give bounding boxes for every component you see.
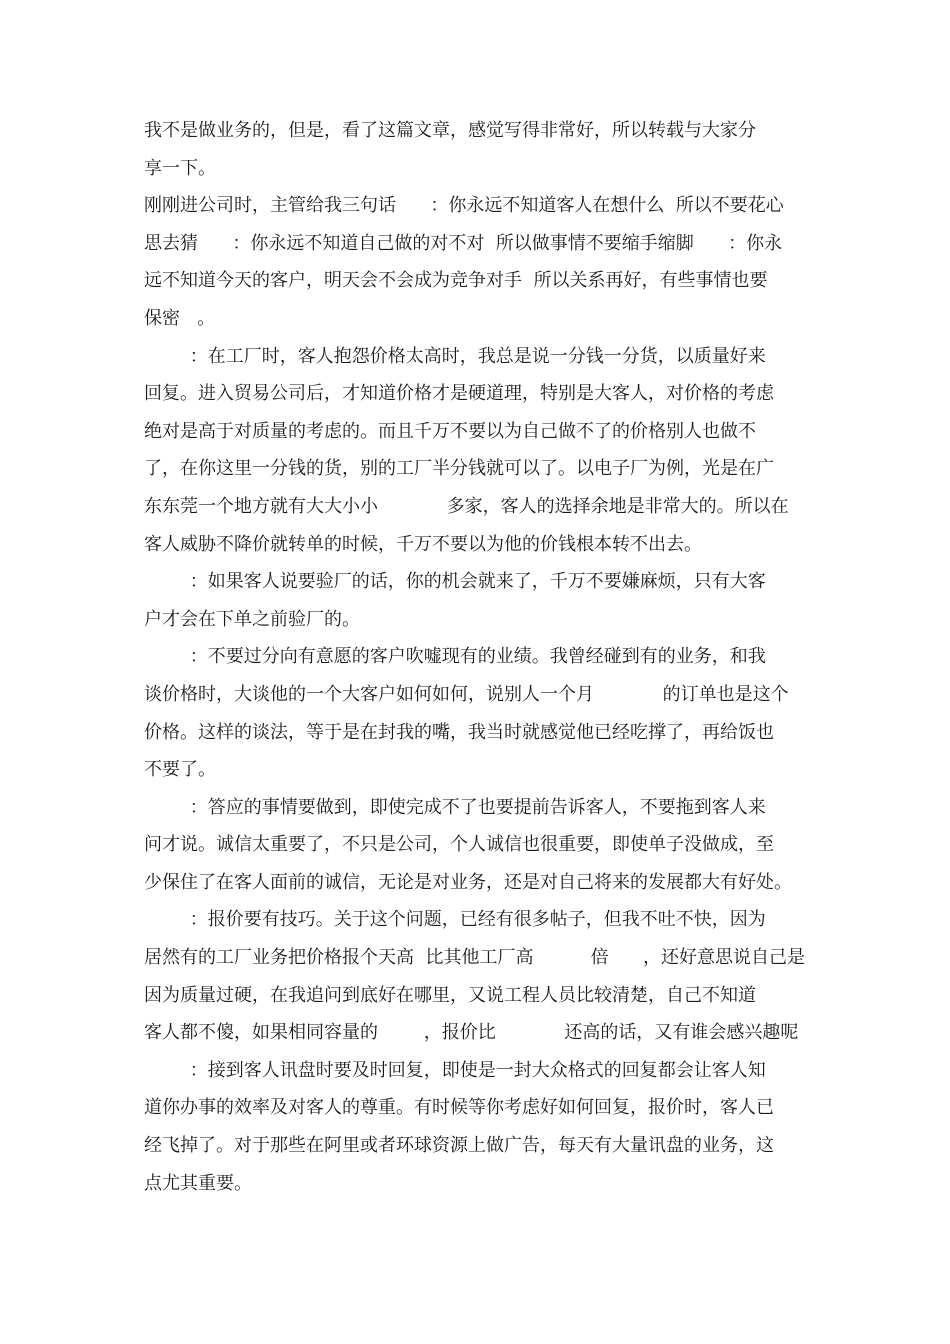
text-line: 保密 。: [144, 307, 216, 329]
text-line: 我不是做业务的，但是，看了这篇文章，感觉写得非常好，所以转载与大家分: [144, 120, 756, 141]
text-line: ：接到客人讯盘时要及时回复，即使是一封大众格式的回复都会让客人知: [144, 1059, 766, 1081]
text-line: 户才会在下单之前验厂的。: [144, 608, 360, 630]
text-line: 经飞掉了。对于那些在阿里或者环球资源上做广告，每天有大量讯盘的业务，这: [144, 1135, 774, 1157]
text-line: ：在工厂时，客人抱怨价格太高时，我总是说一分钱一分货，以质量好来: [144, 345, 766, 367]
text-line: 客人都不傻，如果相同容量的 ，报价比 还高的话，又有谁会感兴趣呢: [144, 1022, 799, 1044]
text-line: ：答应的事情要做到，即使完成不了也要提前告诉客人，不要拖到客人来: [144, 796, 766, 818]
text-line: 思去猜 ：你永远不知道自己做的对不对 所以做事情不要缩手缩脚 ：你永: [144, 232, 783, 254]
text-line: 享一下。: [144, 157, 216, 179]
text-line: 道你办事的效率及对客人的尊重。有时候等你考虑好如何回复，报价时，客人已: [144, 1097, 774, 1119]
text-line: 绝对是高于对质量的考虑的。而且千万不要以为自己做不了的价格别人也做不: [144, 420, 756, 442]
text-line: ：报价要有技巧。关于这个问题，已经有很多帖子，但我不吐不快，因为: [144, 909, 766, 931]
text-line: 少保住了在客人面前的诚信，无论是对业务，还是对自己将来的发展都大有好处。: [144, 871, 792, 893]
text-line: ：不要过分向有意愿的客户吹嘘现有的业绩。我曾经碰到有的业务，和我: [144, 646, 766, 668]
text-line: 因为质量过硬，在我追问到底好在哪里，又说工程人员比较清楚，自己不知道: [144, 984, 756, 1006]
text-line: 价格。这样的谈法，等于是在封我的嘴，我当时就感觉他已经吃撑了，再给饭也: [144, 721, 774, 743]
text-line: 点尤其重要。: [144, 1172, 252, 1194]
text-line: 客人威胁不降价就转单的时候，千万不要以为他的价钱根本转不出去。: [144, 533, 702, 555]
text-line: 问才说。诚信太重要了，不只是公司，个人诚信也很重要，即使单子没做成，至: [144, 834, 774, 856]
text-line: 刚刚进公司时，主管给我三句话 ：你永远不知道客人在想什么 所以不要花心: [144, 195, 784, 217]
article-body: [144, 112, 814, 1202]
text-line: 谈价格时，大谈他的一个大客户如何如何，说别人一个月 的订单也是这个: [144, 683, 789, 705]
text-line: 回复。进入贸易公司后，才知道价格才是硬道理，特别是大客人，对价格的考虑: [144, 383, 774, 405]
text-line: 了，在你这里一分钱的货，别的工厂半分钱就可以了。以电子厂为例，光是在广: [144, 458, 774, 480]
text-line: 居然有的工厂业务把价格报个天高 比其他工厂高 倍 ，还好意思说自己是: [144, 947, 805, 969]
text-line: 东东莞一个地方就有大大小小 多家，客人的选择余地是非常大的。所以在: [144, 495, 789, 517]
text-line: 不要了。: [144, 759, 216, 781]
text-line: 远不知道今天的客户，明天会不会成为竞争对手 所以关系再好，有些事情也要: [144, 270, 768, 292]
text-line: ：如果客人说要验厂的话，你的机会就来了，千万不要嫌麻烦，只有大客: [144, 571, 766, 593]
